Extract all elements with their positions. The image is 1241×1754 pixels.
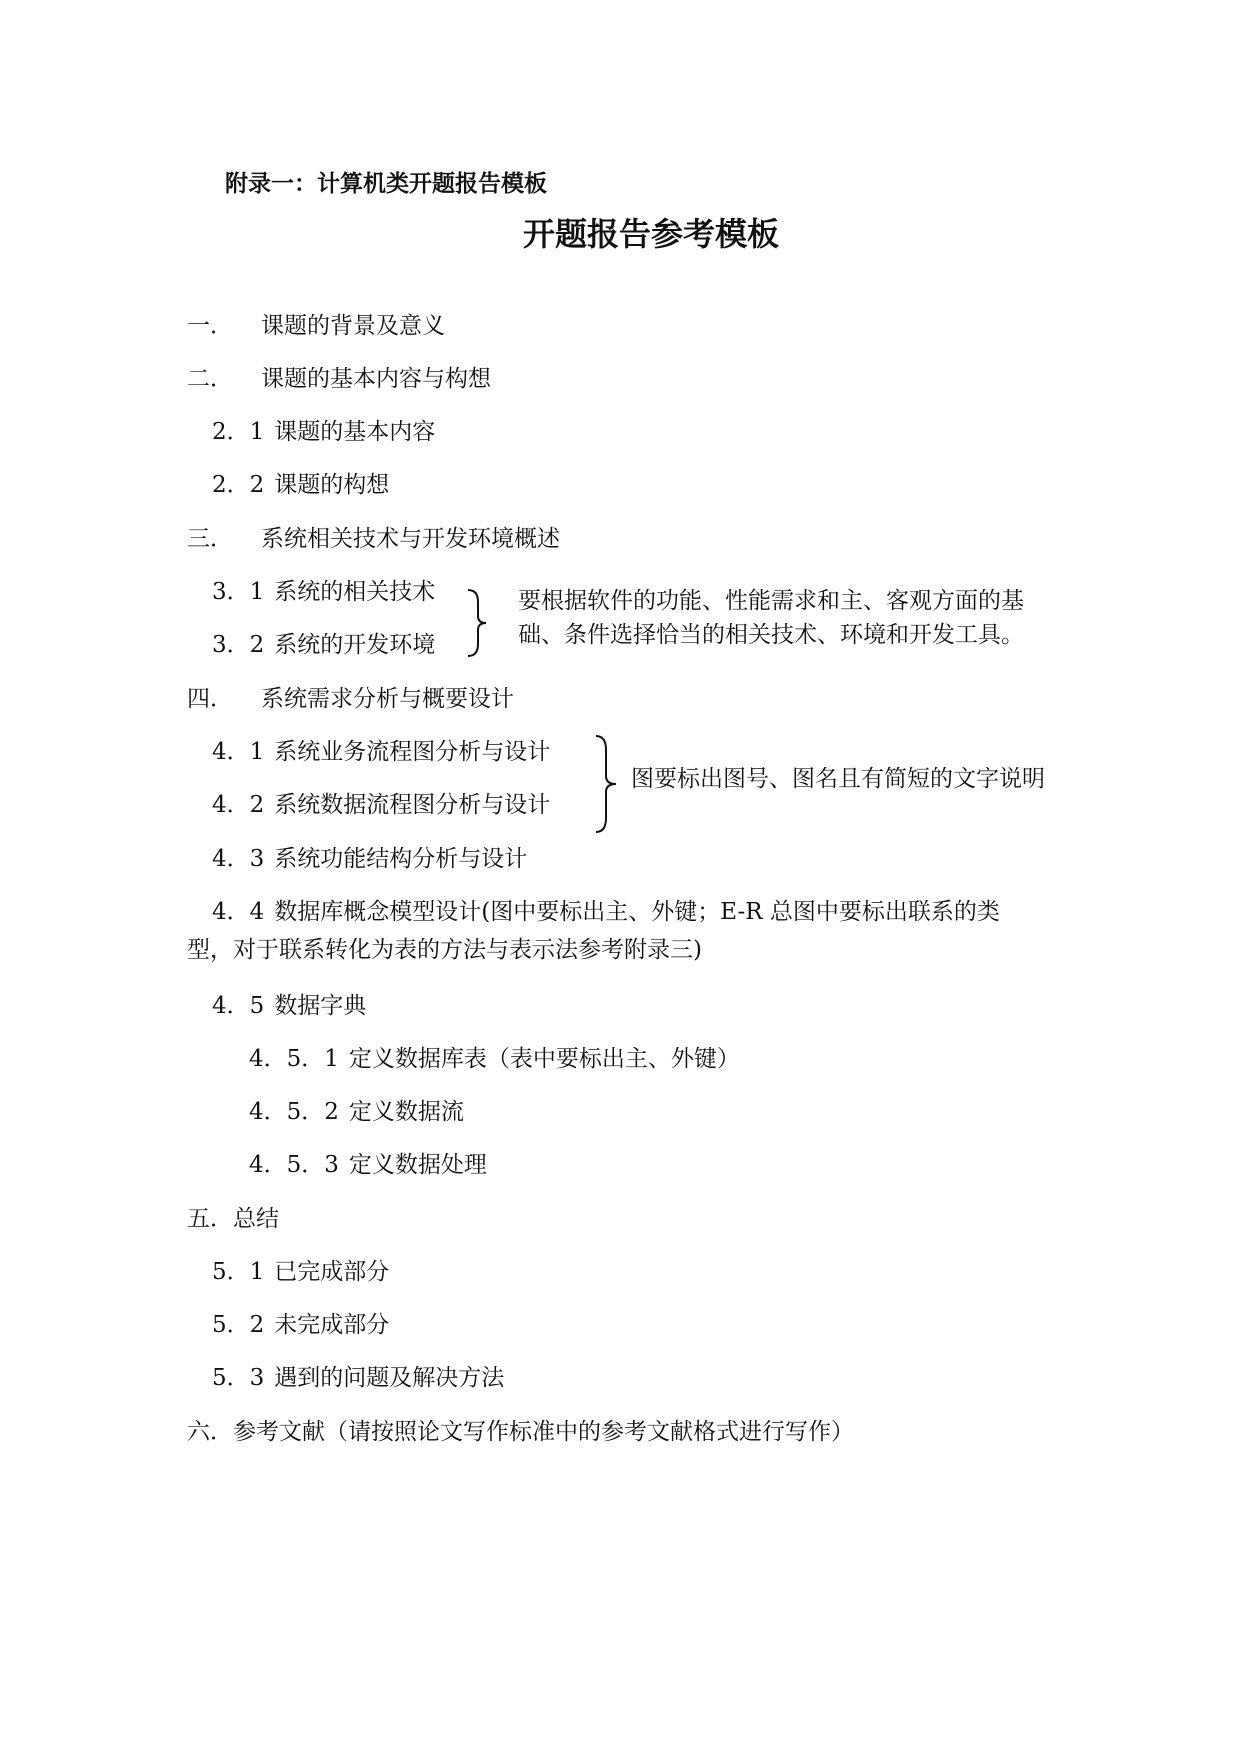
section-text: 课题的基本内容 xyxy=(274,419,436,445)
section-text: 课题的背景及意义 xyxy=(261,313,445,339)
section-text: 总结 xyxy=(233,1206,279,1232)
section-5-3 xyxy=(212,1364,504,1392)
section-number: 三． xyxy=(187,526,233,552)
section-number: 2．1 xyxy=(212,419,265,445)
section-number: 2．2 xyxy=(212,472,265,498)
section-4-2 xyxy=(212,791,550,819)
section-text: 系统功能结构分析与设计 xyxy=(274,846,528,872)
section-text: 课题的基本内容与构想 xyxy=(261,366,491,392)
main-title: 开题报告参考模板 xyxy=(522,215,779,253)
section-text: 系统的开发环境 xyxy=(274,632,436,658)
section-4-5-1 xyxy=(249,1045,740,1073)
section-text: 课题的构想 xyxy=(274,472,390,498)
section-text: 数据库概念模型设计(图中要标出主、外键；E-R 总图中要标出联系的类 xyxy=(274,899,1000,925)
section-5 xyxy=(187,1205,279,1233)
section-number: 4．5．1 xyxy=(249,1046,339,1072)
section-2 xyxy=(187,365,491,393)
section-3-2 xyxy=(212,631,435,659)
section-number: 4．5．3 xyxy=(249,1152,339,1178)
section-number: 5．2 xyxy=(212,1312,265,1338)
section-4-3 xyxy=(212,845,527,873)
section-text: 定义数据处理 xyxy=(348,1152,487,1178)
section-text: 系统的相关技术 xyxy=(274,579,436,605)
section-number: 4．5．2 xyxy=(249,1099,339,1125)
section-text: 系统相关技术与开发环境概述 xyxy=(261,526,560,552)
right-brace-icon xyxy=(466,588,488,658)
section-number: 4．3 xyxy=(212,846,265,872)
section-number: 五． xyxy=(187,1206,233,1232)
section-6 xyxy=(187,1418,854,1446)
tech-note-line-2: 础、条件选择恰当的相关技术、环境和开发工具。 xyxy=(518,622,1024,648)
section-4 xyxy=(187,685,514,713)
section-number: 二． xyxy=(187,366,233,392)
section-4-1 xyxy=(212,738,550,766)
figure-note: 图要标出图号、图名且有简短的文字说明 xyxy=(631,766,1045,792)
section-2-1 xyxy=(212,418,435,446)
section-4-5-2 xyxy=(249,1098,464,1126)
section-text: 未完成部分 xyxy=(274,1312,390,1338)
section-1 xyxy=(187,312,445,340)
section-4-5-3 xyxy=(249,1151,487,1179)
section-4-4-line-2: 型，对于联系转化为表的方法与表示法参考附录三) xyxy=(187,937,702,963)
section-number: 5．3 xyxy=(212,1365,265,1391)
section-number: 3．2 xyxy=(212,632,265,658)
section-text: 已完成部分 xyxy=(274,1259,390,1285)
section-text: 定义数据库表（表中要标出主、外键） xyxy=(348,1046,740,1072)
section-number: 3．1 xyxy=(212,579,265,605)
section-text: 遇到的问题及解决方法 xyxy=(274,1365,505,1391)
section-text: 系统数据流程图分析与设计 xyxy=(274,792,551,818)
section-4-4-line-1 xyxy=(212,898,1000,926)
section-3 xyxy=(187,525,560,553)
section-number: 4．4 xyxy=(212,899,265,925)
section-text: 系统业务流程图分析与设计 xyxy=(274,739,551,765)
section-5-1 xyxy=(212,1258,389,1286)
section-2-2 xyxy=(212,471,389,499)
right-brace-icon xyxy=(594,734,618,834)
appendix-title: 附录一：计算机类开题报告模板 xyxy=(225,170,547,197)
section-5-2 xyxy=(212,1311,389,1339)
section-3-1 xyxy=(212,578,435,606)
section-number: 四． xyxy=(187,686,233,712)
section-text: 参考文献（请按照论文写作标准中的参考文献格式进行写作） xyxy=(233,1419,854,1445)
section-text: 定义数据流 xyxy=(348,1099,464,1125)
section-number: 4．1 xyxy=(212,739,265,765)
section-number: 一． xyxy=(187,313,233,339)
section-number: 4．5 xyxy=(212,993,265,1019)
section-number: 4．2 xyxy=(212,792,265,818)
section-text: 系统需求分析与概要设计 xyxy=(261,686,514,712)
section-number: 5．1 xyxy=(212,1259,265,1285)
tech-note-line-1: 要根据软件的功能、性能需求和主、客观方面的基 xyxy=(518,588,1024,614)
section-4-5 xyxy=(212,992,366,1020)
section-number: 六． xyxy=(187,1419,233,1445)
section-text: 数据字典 xyxy=(274,993,367,1019)
